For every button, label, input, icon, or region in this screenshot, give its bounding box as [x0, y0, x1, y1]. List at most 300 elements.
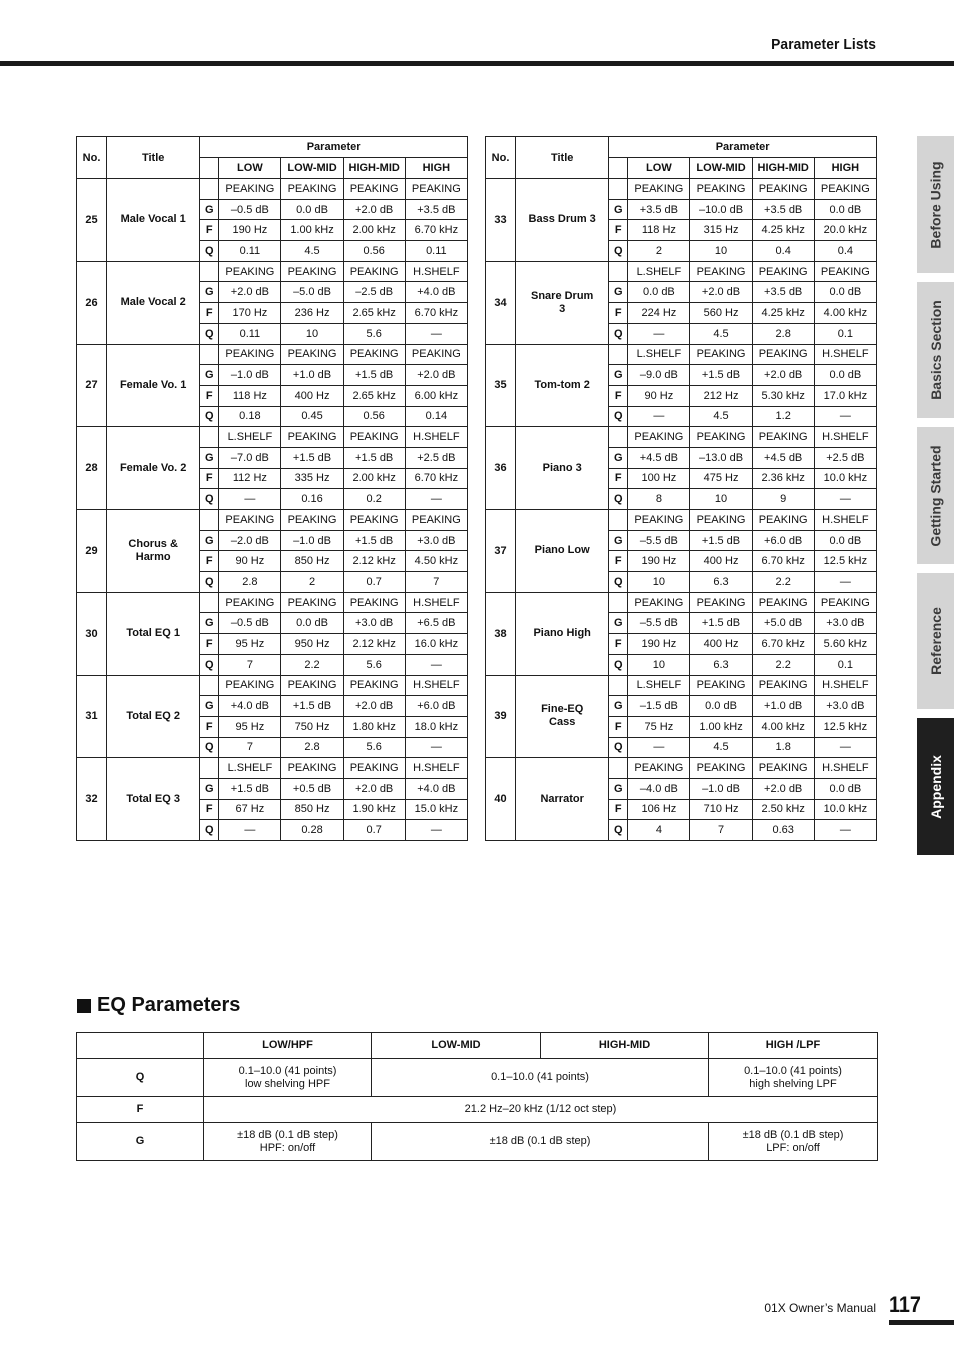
band-type: PEAKING — [343, 510, 405, 531]
param-value: 0.4 — [814, 241, 876, 262]
type-row-label — [200, 675, 219, 696]
param-value: — — [405, 737, 467, 758]
band-type: PEAKING — [343, 179, 405, 200]
param-value: +1.0 dB — [281, 365, 343, 386]
param-value: 95 Hz — [219, 716, 281, 737]
band-type: H.SHELF — [405, 427, 467, 448]
parameter-table-right — [485, 136, 877, 841]
row-label: Q — [609, 241, 628, 262]
row-label: Q — [200, 406, 219, 427]
param-value: 95 Hz — [219, 634, 281, 655]
preset-title: Male Vocal 2 — [107, 261, 200, 344]
row-label: F — [200, 551, 219, 572]
row-label: F — [200, 634, 219, 655]
param-value: 315 Hz — [690, 220, 752, 241]
band-type: PEAKING — [752, 427, 814, 448]
row-label: Q — [609, 489, 628, 510]
param-value: 0.28 — [281, 820, 343, 841]
param-value: 10 — [281, 323, 343, 344]
param-value: 2.12 kHz — [343, 551, 405, 572]
preset-title: Piano 3 — [516, 427, 609, 510]
band-header: LOW — [628, 158, 690, 179]
band-type: PEAKING — [628, 427, 690, 448]
footer-manual-name: 01X Owner’s Manual — [764, 1301, 876, 1315]
preset-type-row — [486, 344, 877, 365]
preset-number: 39 — [486, 675, 516, 758]
param-value: +3.0 dB — [343, 613, 405, 634]
band-header: LOW-MID — [690, 158, 752, 179]
param-value: 2.12 kHz — [343, 634, 405, 655]
header-rule — [0, 61, 954, 66]
preset-type-row — [77, 510, 468, 531]
param-value: +5.0 dB — [752, 613, 814, 634]
param-value: 0.11 — [219, 323, 281, 344]
row-label: G — [609, 282, 628, 303]
eq-cell: 21.2 Hz–20 kHz (1/12 oct step) — [204, 1097, 878, 1123]
param-value: +4.0 dB — [405, 778, 467, 799]
param-value: 2.8 — [281, 737, 343, 758]
band-type: PEAKING — [752, 261, 814, 282]
band-type: PEAKING — [690, 758, 752, 779]
row-label: F — [200, 385, 219, 406]
param-value: 335 Hz — [281, 468, 343, 489]
param-value: +6.5 dB — [405, 613, 467, 634]
type-row-label — [609, 592, 628, 613]
param-value: 4.5 — [690, 323, 752, 344]
param-value: –1.0 dB — [219, 365, 281, 386]
side-tab-reference[interactable] — [917, 573, 954, 709]
band-type: H.SHELF — [814, 427, 876, 448]
param-value: 0.56 — [343, 406, 405, 427]
param-value: 2.36 kHz — [752, 468, 814, 489]
param-value: 750 Hz — [281, 716, 343, 737]
row-label: Q — [609, 406, 628, 427]
param-value: 112 Hz — [219, 468, 281, 489]
side-tab-label: Before Using — [927, 160, 944, 249]
preset-type-row — [486, 179, 877, 200]
band-type: H.SHELF — [814, 675, 876, 696]
param-value: 0.0 dB — [814, 365, 876, 386]
preset-type-row — [77, 427, 468, 448]
row-label: G — [200, 613, 219, 634]
param-value: 5.30 kHz — [752, 385, 814, 406]
row-label: G — [200, 778, 219, 799]
param-value: +2.0 dB — [343, 696, 405, 717]
band-type: PEAKING — [752, 179, 814, 200]
row-label: G — [200, 530, 219, 551]
param-value: 0.4 — [752, 241, 814, 262]
band-type: PEAKING — [690, 179, 752, 200]
band-type: L.SHELF — [219, 427, 281, 448]
param-value: 0.0 dB — [814, 530, 876, 551]
preset-title: Snare Drum 3 — [516, 261, 609, 344]
band-type: PEAKING — [628, 758, 690, 779]
param-value: 4.5 — [690, 737, 752, 758]
side-tab-getting-started[interactable] — [917, 427, 954, 564]
param-value: 475 Hz — [690, 468, 752, 489]
param-value: +6.0 dB — [405, 696, 467, 717]
param-value: 5.60 kHz — [814, 634, 876, 655]
param-value: 16.0 kHz — [405, 634, 467, 655]
row-label: F — [609, 634, 628, 655]
param-value: 2.00 kHz — [343, 220, 405, 241]
band-type: PEAKING — [405, 344, 467, 365]
eq-heading-text: EQ Parameters — [97, 994, 241, 1016]
preset-type-row — [77, 675, 468, 696]
eq-col-header: HIGH-MID — [541, 1033, 709, 1059]
param-value: 236 Hz — [281, 303, 343, 324]
row-label: F — [609, 385, 628, 406]
row-label: Q — [200, 572, 219, 593]
band-header: LOW — [219, 158, 281, 179]
param-value: 0.2 — [343, 489, 405, 510]
band-type: PEAKING — [343, 427, 405, 448]
row-label: Q — [200, 737, 219, 758]
param-value: 560 Hz — [690, 303, 752, 324]
param-value: — — [219, 489, 281, 510]
param-value: 10 — [690, 489, 752, 510]
param-value: 212 Hz — [690, 385, 752, 406]
band-type: PEAKING — [628, 179, 690, 200]
param-value: –0.5 dB — [219, 199, 281, 220]
param-value: +1.5 dB — [281, 447, 343, 468]
band-type: PEAKING — [628, 592, 690, 613]
eq-cell-line: high shelving LPF — [749, 1077, 837, 1090]
band-type: PEAKING — [219, 592, 281, 613]
row-label: G — [609, 447, 628, 468]
param-value: 18.0 kHz — [405, 716, 467, 737]
band-type: H.SHELF — [814, 758, 876, 779]
band-type: PEAKING — [281, 510, 343, 531]
preset-type-row — [77, 344, 468, 365]
param-value: 5.6 — [343, 323, 405, 344]
param-value: 10.0 kHz — [814, 468, 876, 489]
param-value: 118 Hz — [219, 385, 281, 406]
param-value: 75 Hz — [628, 716, 690, 737]
preset-title: Bass Drum 3 — [516, 179, 609, 262]
param-value: 6.3 — [690, 654, 752, 675]
row-label: G — [609, 696, 628, 717]
row-label: Q — [609, 572, 628, 593]
eq-cell-line: 0.1–10.0 (41 points) — [238, 1064, 337, 1077]
param-value: 2.8 — [219, 572, 281, 593]
band-type: H.SHELF — [814, 510, 876, 531]
preset-title: Tom-tom 2 — [516, 344, 609, 427]
preset-title: Piano High — [516, 592, 609, 675]
eq-cell-line: HPF: on/off — [259, 1141, 316, 1154]
param-value: — — [405, 820, 467, 841]
band-type: PEAKING — [405, 179, 467, 200]
row-label: G — [200, 365, 219, 386]
eq-cell: 0.1–10.0 (41 points) — [372, 1059, 709, 1097]
param-value: 100 Hz — [628, 468, 690, 489]
param-value: –2.5 dB — [343, 282, 405, 303]
band-type: L.SHELF — [219, 758, 281, 779]
preset-title: Chorus & Harmo — [107, 510, 200, 593]
param-value: +4.5 dB — [628, 447, 690, 468]
side-tab-label: Reference — [927, 607, 944, 675]
type-row-label — [200, 427, 219, 448]
param-value: +3.5 dB — [752, 282, 814, 303]
band-type: PEAKING — [219, 261, 281, 282]
param-value: 0.11 — [219, 241, 281, 262]
param-value: 0.0 dB — [281, 199, 343, 220]
param-value: –1.0 dB — [281, 530, 343, 551]
preset-type-row — [486, 675, 877, 696]
side-tab-label: Basics Section — [927, 300, 944, 400]
param-value: — — [405, 489, 467, 510]
preset-title: Total EQ 1 — [107, 592, 200, 675]
param-value: 224 Hz — [628, 303, 690, 324]
band-type: H.SHELF — [405, 261, 467, 282]
band-type: PEAKING — [690, 344, 752, 365]
param-value: –4.0 dB — [628, 778, 690, 799]
footer-rule — [889, 1320, 954, 1325]
parameter-table-left — [76, 136, 468, 841]
band-type: PEAKING — [281, 592, 343, 613]
type-row-label — [609, 344, 628, 365]
param-value: 2.50 kHz — [752, 799, 814, 820]
param-value: 0.1 — [814, 323, 876, 344]
band-header: LOW-MID — [281, 158, 343, 179]
band-type: PEAKING — [814, 592, 876, 613]
band-header: HIGH-MID — [343, 158, 405, 179]
band-type: PEAKING — [281, 675, 343, 696]
col-header-parameter: Parameter — [609, 137, 877, 158]
param-value: 4.5 — [281, 241, 343, 262]
eq-cell — [709, 1059, 878, 1097]
preset-title: Fine-EQ Cass — [516, 675, 609, 758]
band-type: PEAKING — [219, 179, 281, 200]
band-type: PEAKING — [690, 675, 752, 696]
param-value: 2.00 kHz — [343, 468, 405, 489]
param-value: 2.8 — [752, 323, 814, 344]
side-tab-basics-section[interactable] — [917, 282, 954, 418]
param-value: 2.2 — [752, 572, 814, 593]
eq-cell — [204, 1123, 372, 1161]
preset-number: 31 — [77, 675, 107, 758]
param-value: 12.5 kHz — [814, 551, 876, 572]
param-value: 400 Hz — [690, 634, 752, 655]
param-value: 1.2 — [752, 406, 814, 427]
row-label: F — [609, 551, 628, 572]
param-value: 6.70 kHz — [405, 468, 467, 489]
param-value: +0.5 dB — [281, 778, 343, 799]
preset-title: Male Vocal 1 — [107, 179, 200, 262]
param-value: — — [814, 489, 876, 510]
preset-number: 29 — [77, 510, 107, 593]
preset-title: Total EQ 2 — [107, 675, 200, 758]
param-value: 4.00 kHz — [814, 303, 876, 324]
param-value: +1.5 dB — [690, 365, 752, 386]
row-label: G — [200, 696, 219, 717]
param-value: 1.00 kHz — [690, 716, 752, 737]
param-value: –10.0 dB — [690, 199, 752, 220]
preset-title: Piano Low — [516, 510, 609, 593]
preset-number: 28 — [77, 427, 107, 510]
param-value: +3.5 dB — [628, 199, 690, 220]
param-value: 0.11 — [405, 241, 467, 262]
preset-type-row — [77, 758, 468, 779]
param-value: 4.50 kHz — [405, 551, 467, 572]
band-header: HIGH — [814, 158, 876, 179]
preset-number: 38 — [486, 592, 516, 675]
row-label: F — [200, 303, 219, 324]
param-value: +2.0 dB — [752, 365, 814, 386]
type-row-label — [200, 758, 219, 779]
preset-type-row — [486, 592, 877, 613]
row-label: G — [609, 530, 628, 551]
preset-title: Narrator — [516, 758, 609, 841]
row-label: F — [609, 220, 628, 241]
param-value: 10 — [628, 572, 690, 593]
side-tab-appendix[interactable] — [917, 718, 954, 855]
param-value: — — [628, 737, 690, 758]
param-value: 67 Hz — [219, 799, 281, 820]
param-value: +4.5 dB — [752, 447, 814, 468]
band-type: PEAKING — [690, 510, 752, 531]
param-value: — — [628, 323, 690, 344]
param-value: +2.5 dB — [814, 447, 876, 468]
param-value: — — [405, 654, 467, 675]
param-value: 15.0 kHz — [405, 799, 467, 820]
param-value: 6.70 kHz — [405, 303, 467, 324]
type-row-label — [609, 510, 628, 531]
param-value: 5.6 — [343, 654, 405, 675]
preset-number: 32 — [77, 758, 107, 841]
param-value: 6.3 — [690, 572, 752, 593]
param-value: –2.0 dB — [219, 530, 281, 551]
col-header-title: Title — [516, 137, 609, 179]
type-row-label — [200, 592, 219, 613]
preset-title: Total EQ 3 — [107, 758, 200, 841]
eq-row-f — [77, 1097, 878, 1123]
param-value: — — [219, 820, 281, 841]
param-value: +1.5 dB — [343, 447, 405, 468]
side-tab-before-using[interactable] — [917, 136, 954, 273]
eq-header-row — [77, 1033, 878, 1059]
param-value: +2.0 dB — [405, 365, 467, 386]
type-row-label — [609, 758, 628, 779]
param-value: +4.0 dB — [405, 282, 467, 303]
band-type: PEAKING — [281, 427, 343, 448]
param-value: — — [814, 406, 876, 427]
param-value: 1.90 kHz — [343, 799, 405, 820]
param-value: –5.0 dB — [281, 282, 343, 303]
preset-number: 30 — [77, 592, 107, 675]
band-type: H.SHELF — [405, 758, 467, 779]
band-type: PEAKING — [752, 758, 814, 779]
band-type: L.SHELF — [628, 675, 690, 696]
param-value: 0.7 — [343, 572, 405, 593]
param-value: 2.2 — [281, 654, 343, 675]
param-value: 6.00 kHz — [405, 385, 467, 406]
param-value: +1.5 dB — [690, 530, 752, 551]
band-type: PEAKING — [690, 592, 752, 613]
param-value: 4.25 kHz — [752, 303, 814, 324]
param-value: 0.7 — [343, 820, 405, 841]
band-header: HIGH-MID — [752, 158, 814, 179]
param-value: +2.0 dB — [690, 282, 752, 303]
param-value: 850 Hz — [281, 799, 343, 820]
row-label: G — [609, 613, 628, 634]
band-type: PEAKING — [752, 592, 814, 613]
eq-cell-line: LPF: on/off — [766, 1141, 820, 1154]
param-value: 9 — [752, 489, 814, 510]
eq-row-q — [77, 1059, 878, 1097]
band-type: H.SHELF — [814, 344, 876, 365]
eq-cell-line: low shelving HPF — [245, 1077, 330, 1090]
param-value: 4 — [628, 820, 690, 841]
row-label: Q — [200, 489, 219, 510]
param-value: +3.0 dB — [814, 613, 876, 634]
param-value: 4.00 kHz — [752, 716, 814, 737]
band-type: PEAKING — [219, 510, 281, 531]
preset-type-row — [486, 427, 877, 448]
param-value: — — [628, 406, 690, 427]
eq-col-header: LOW-MID — [372, 1033, 541, 1059]
param-value: 7 — [405, 572, 467, 593]
col-header-parameter: Parameter — [200, 137, 468, 158]
param-value: +2.0 dB — [343, 778, 405, 799]
param-value: –7.0 dB — [219, 447, 281, 468]
eq-corner-cell — [77, 1033, 204, 1059]
eq-col-header: HIGH /LPF — [709, 1033, 878, 1059]
param-value: 1.00 kHz — [281, 220, 343, 241]
param-value: +2.0 dB — [343, 199, 405, 220]
param-value: 0.16 — [281, 489, 343, 510]
row-label: G — [200, 282, 219, 303]
band-type: PEAKING — [752, 344, 814, 365]
param-value: 2 — [628, 241, 690, 262]
table-header-row — [486, 137, 877, 158]
eq-cell-line: 0.1–10.0 (41 points) — [744, 1064, 842, 1077]
band-type: PEAKING — [405, 510, 467, 531]
preset-type-row — [486, 758, 877, 779]
param-value: 710 Hz — [690, 799, 752, 820]
row-label: Q — [200, 241, 219, 262]
param-value: 850 Hz — [281, 551, 343, 572]
band-type: L.SHELF — [628, 261, 690, 282]
param-value: 0.1 — [814, 654, 876, 675]
param-value: 0.18 — [219, 406, 281, 427]
row-label: Q — [609, 654, 628, 675]
param-value: 7 — [219, 737, 281, 758]
param-value: 8 — [628, 489, 690, 510]
side-tab-label: Getting Started — [927, 444, 944, 547]
row-label: F — [200, 468, 219, 489]
param-value: 17.0 kHz — [814, 385, 876, 406]
row-label: F — [609, 716, 628, 737]
param-value: 10 — [628, 654, 690, 675]
col-header-no: No. — [486, 137, 516, 179]
param-value: 2.65 kHz — [343, 385, 405, 406]
param-value: –13.0 dB — [690, 447, 752, 468]
preset-title: Female Vo. 2 — [107, 427, 200, 510]
row-label: F — [609, 303, 628, 324]
param-value: 0.0 dB — [628, 282, 690, 303]
param-value: 400 Hz — [281, 385, 343, 406]
param-value: +2.5 dB — [405, 447, 467, 468]
param-value: 950 Hz — [281, 634, 343, 655]
preset-number: 35 — [486, 344, 516, 427]
page-number: 117 — [889, 1292, 921, 1317]
param-value: 0.14 — [405, 406, 467, 427]
eq-parameters-table — [76, 1032, 878, 1161]
param-value: 0.0 dB — [814, 778, 876, 799]
param-value: 0.0 dB — [690, 696, 752, 717]
band-type: PEAKING — [219, 675, 281, 696]
